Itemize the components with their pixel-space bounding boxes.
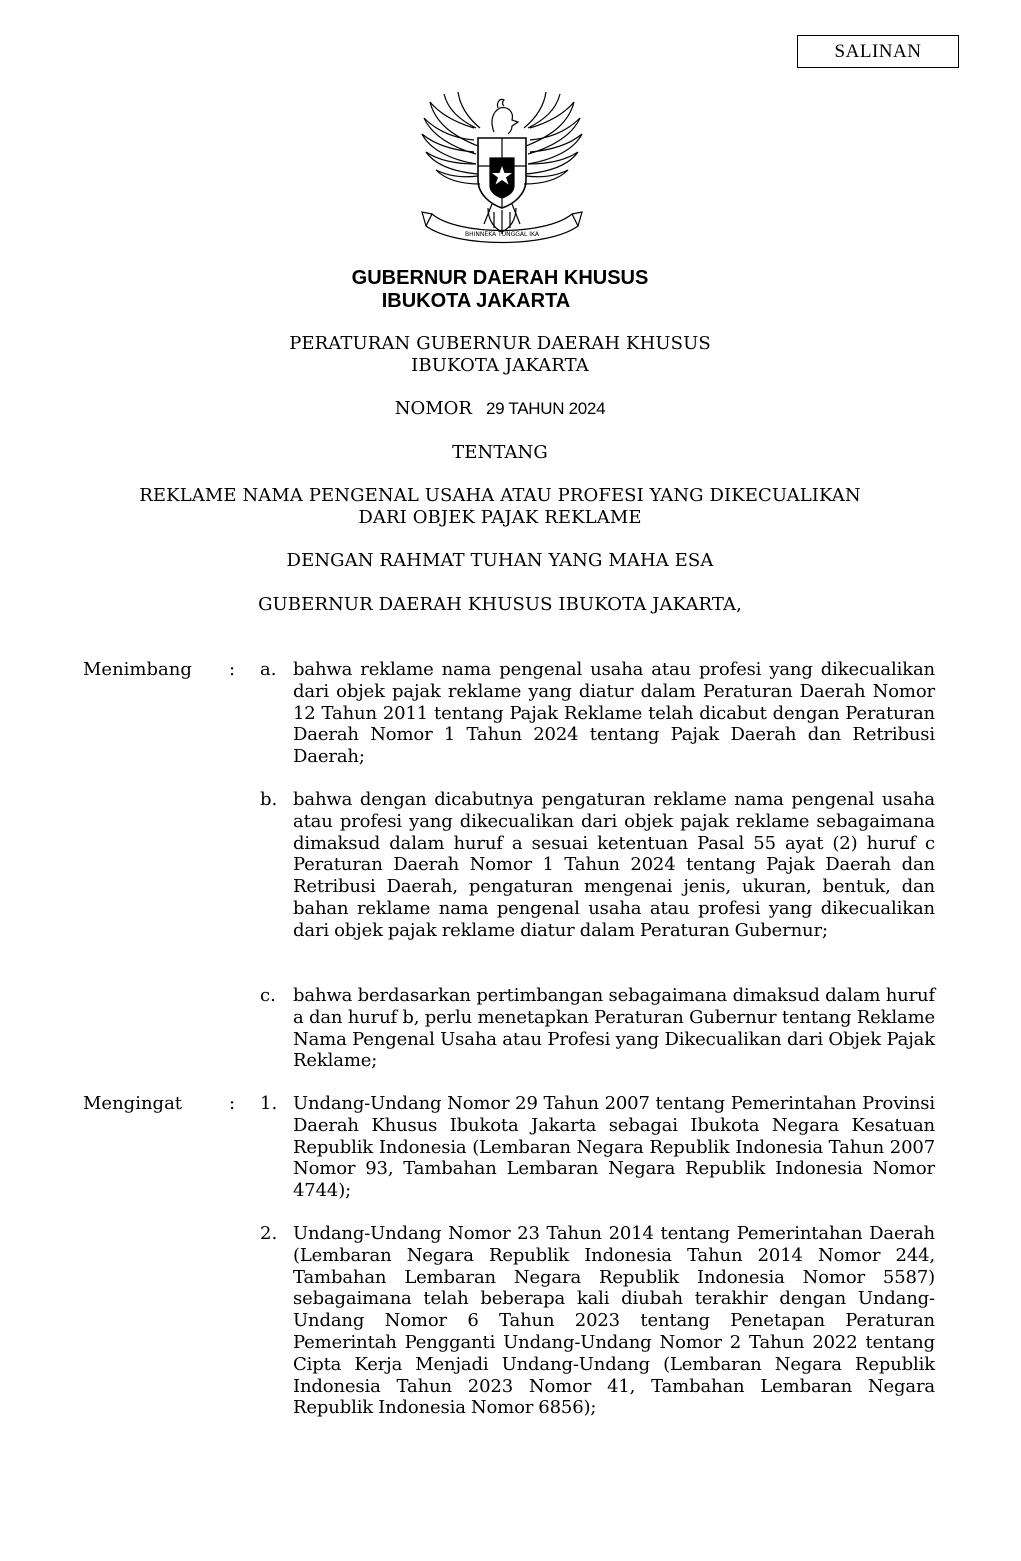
menimbang-colon: :	[229, 659, 236, 680]
mengingat-item-2: Undang-Undang Nomor 23 Tahun 2014 tentang Pemerintahan Daerah (Lembaran Negara Republik Indonesia Tahun 2014 Nomor 244, Tambahan Lembaran Negara Republik Indonesia Nomor 5587) sebagaimana telah beberapa kali diubah terakhir dengan Undang-Undang Nomor 6 Tahun 2023 tentang Penetapan Peraturan Pemerintah Pengganti Undang-Undang Nomor 2 Tahun 2022 tentang Cipta Kerja Menjadi Undang-Undang (Lembaran Negara Republik Indonesia Tahun 2023 Nomor 41, Tambahan Lembaran Negara Republik Indonesia Nomor 6856);	[293, 1223, 935, 1419]
mengingat-label: Mengingat	[83, 1093, 183, 1114]
issuer-line-2: IBUKOTA JAKARTA	[381, 290, 571, 312]
mengingat-item-2-mark: 2.	[260, 1223, 278, 1244]
regulation-number	[0, 398, 1000, 419]
garuda-emblem	[418, 88, 586, 248]
issuer-full: GUBERNUR DAERAH KHUSUS IBUKOTA JAKARTA,	[258, 594, 742, 615]
menimbang-item-a-mark: a.	[260, 659, 277, 680]
issuer-line-1: GUBERNUR DAERAH KHUSUS	[351, 267, 649, 289]
salinan-label: SALINAN	[834, 40, 922, 62]
nomor-value: 29 TAHUN 2024	[485, 399, 606, 418]
menimbang-item-c-mark: c.	[260, 985, 276, 1006]
mengingat-item-1-mark: 1.	[260, 1093, 278, 1114]
mengingat-colon: :	[229, 1093, 236, 1114]
title-line-2: DARI OBJEK PAJAK REKLAME	[358, 507, 642, 528]
menimbang-label: Menimbang	[83, 659, 192, 680]
menimbang-item-b: bahwa dengan dicabutnya pengaturan reklame nama pengenal usaha atau profesi yang dikecualikan dari objek pajak reklame sebagaimana dimaksud dalam huruf a sesuai ketentuan Pasal 55 ayat (2) huruf c Peraturan Daerah Nomor 1 Tahun 2024 tentang Pajak Daerah dan Retribusi Daerah, pengaturan mengenai jenis, ukuran, bentuk, dan bahan reklame nama pengenal usaha atau profesi yang dikecualikan dari objek pajak reklame diatur dalam Peraturan Gubernur;	[293, 789, 935, 941]
emblem-motto: BHINNEKA TUNGGAL IKA	[465, 231, 539, 238]
invocation: DENGAN RAHMAT TUHAN YANG MAHA ESA	[286, 550, 714, 571]
title-line-1: REKLAME NAMA PENGENAL USAHA ATAU PROFESI YANG DIKECUALIKAN	[139, 485, 861, 506]
menimbang-item-b-mark: b.	[260, 789, 278, 810]
tentang-heading: TENTANG	[452, 442, 548, 463]
mengingat-item-1: Undang-Undang Nomor 29 Tahun 2007 tentang Pemerintahan Provinsi Daerah Khusus Ibukota Jakarta sebagai Ibukota Negara Kesatuan Republik Indonesia (Lembaran Negara Republik Indonesia Tahun 2007 Nomor 93, Tambahan Lembaran Negara Republik Indonesia Nomor 4744);	[293, 1093, 935, 1202]
salinan-stamp	[797, 35, 959, 68]
nomor-label: NOMOR	[394, 398, 472, 419]
regulation-type-line-1: PERATURAN GUBERNUR DAERAH KHUSUS	[289, 333, 711, 354]
regulation-type-line-2: IBUKOTA JAKARTA	[411, 355, 589, 376]
menimbang-item-c: bahwa berdasarkan pertimbangan sebagaimana dimaksud dalam huruf a dan huruf b, perlu menetapkan Peraturan Gubernur tentang Reklame Nama Pengenal Usaha atau Profesi yang Dikecualikan dari Objek Pajak Reklame;	[293, 985, 935, 1072]
menimbang-item-a: bahwa reklame nama pengenal usaha atau profesi yang dikecualikan dari objek pajak reklame yang diatur dalam Peraturan Daerah Nomor 12 Tahun 2011 tentang Pajak Reklame telah dicabut dengan Peraturan Daerah Nomor 1 Tahun 2024 tentang Pajak Daerah dan Retribusi Daerah;	[293, 659, 935, 768]
